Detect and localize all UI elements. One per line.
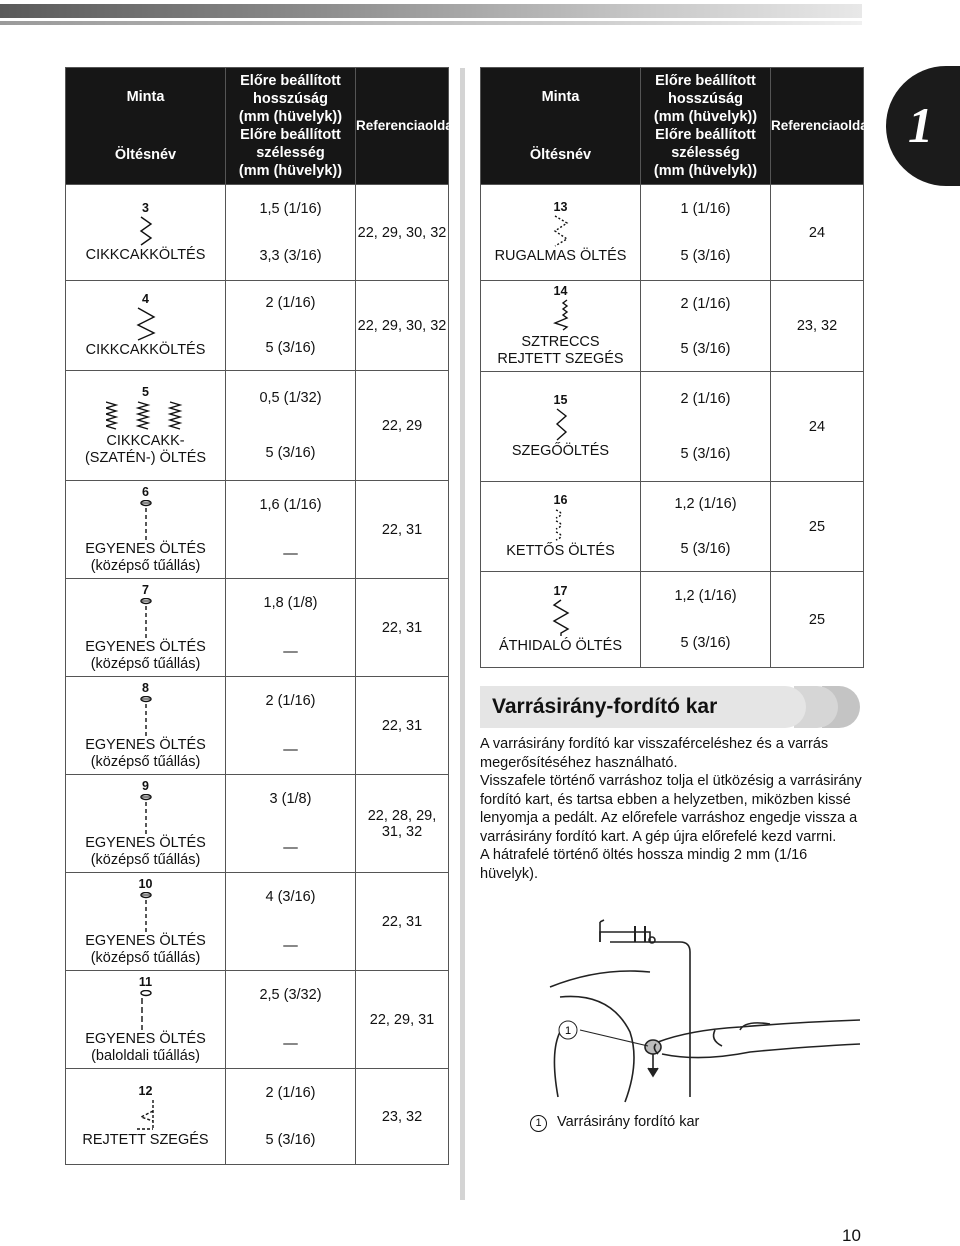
preset-length: 2,5 (3/32) <box>259 987 322 1004</box>
preset-width-cell <box>641 427 771 482</box>
stitch-pattern-cell <box>66 1069 226 1165</box>
stitch-number: 3 <box>142 201 149 215</box>
stitch-pattern-cell <box>66 481 226 579</box>
header-pattern-name <box>66 68 226 185</box>
stitch-row <box>66 873 449 922</box>
stitch-name: REJTETT SZEGÉS <box>82 1132 209 1148</box>
preset-length: 0,5 (1/32) <box>259 390 322 407</box>
stitch-number: 11 <box>138 974 153 989</box>
header-pattern: Minta <box>126 89 165 105</box>
header-stitch-name: Öltésnév <box>529 147 592 163</box>
header-gradient-line <box>0 21 862 25</box>
section-heading <box>480 686 806 728</box>
reference-cell <box>771 185 864 281</box>
reference-cell <box>771 572 864 668</box>
reference-pages: 22, 31 <box>381 521 423 538</box>
stitch-row <box>66 371 449 426</box>
reference-cell <box>356 281 449 371</box>
header-length-3: (mm (hüvelyk)) <box>238 109 343 125</box>
stitch-number: 13 <box>553 200 568 214</box>
preset-width: 5 (3/16) <box>680 340 731 357</box>
header-width-3: (mm (hüvelyk)) <box>238 163 343 179</box>
header-length-2: hosszúság <box>253 91 328 107</box>
header-reference-label: Referenciaoldal <box>356 118 457 133</box>
preset-length: 2 (1/16) <box>265 295 316 312</box>
reference-cell <box>771 482 864 572</box>
stitch-row <box>66 185 449 233</box>
stitch-number: 10 <box>138 876 153 891</box>
bridging-stitch-icon <box>549 599 573 637</box>
table-header-row <box>481 68 864 185</box>
stitch-number: 16 <box>553 493 568 507</box>
reference-cell <box>356 481 449 579</box>
preset-length-cell <box>226 677 356 726</box>
preset-length-cell <box>641 572 771 620</box>
header-length-1: Előre beállított <box>655 73 756 89</box>
reference-pages: 22, 28, 29, 31, 32 <box>367 807 437 840</box>
chapter-number: 1 <box>908 97 933 153</box>
header-reference <box>771 68 872 185</box>
preset-width: — <box>283 545 298 562</box>
stitch-number: 7 <box>142 582 149 597</box>
reference-cell <box>356 873 449 971</box>
reference-cell <box>356 1069 449 1165</box>
stitch-name: EGYENES ÖLTÉS <box>85 1030 206 1047</box>
preset-length: 3 (1/8) <box>269 791 312 808</box>
stitch-name-detail: (SZATÉN-) ÖLTÉS <box>84 449 207 466</box>
preset-width-cell <box>226 530 356 579</box>
header-stitch-name: Öltésnév <box>114 147 177 163</box>
preset-width-cell <box>226 326 356 371</box>
page-number: 10 <box>842 1226 861 1245</box>
reference-cell <box>356 775 449 873</box>
preset-width: 5 (3/16) <box>265 339 316 356</box>
reference-pages: 22, 31 <box>381 619 423 636</box>
right-stitch-table <box>480 67 872 668</box>
stitch-name: KETTŐS ÖLTÉS <box>506 543 615 559</box>
stitch-number: 15 <box>553 393 568 407</box>
stitch-name: CIKKCAKKÖLTÉS <box>85 342 206 358</box>
straight-stitch-icon <box>139 794 153 834</box>
preset-length-cell <box>226 481 356 530</box>
stitch-number: 9 <box>142 778 149 793</box>
stitch-row <box>66 481 449 530</box>
preset-width: 5 (3/16) <box>680 540 731 557</box>
stitch-name: EGYENES ÖLTÉS <box>85 638 206 655</box>
satin-stitch-icon <box>106 400 186 432</box>
stitch-name-detail: (középső tűállás) <box>90 949 201 966</box>
reference-pages: 22, 29, 30, 32 <box>357 224 447 241</box>
stitch-name: EGYENES ÖLTÉS <box>85 834 206 851</box>
preset-width: — <box>283 937 298 954</box>
header-width-2: szélesség <box>256 145 325 161</box>
reference-pages: 23, 32 <box>796 318 838 334</box>
preset-length-cell <box>226 775 356 824</box>
stitch-row <box>66 971 449 1020</box>
left-stitch-table <box>65 67 457 1165</box>
preset-width-cell <box>641 527 771 572</box>
stitch-row <box>66 775 449 824</box>
stitch-pattern-cell <box>481 482 641 572</box>
reference-pages: 22, 31 <box>381 913 423 930</box>
reference-cell <box>356 371 449 481</box>
preset-length-cell <box>226 579 356 628</box>
stretch-blind-hem-icon <box>549 299 573 333</box>
preset-width-cell <box>226 824 356 873</box>
preset-width-cell <box>226 628 356 677</box>
stitch-row <box>66 677 449 726</box>
preset-length: 1,2 (1/16) <box>674 496 737 513</box>
column-divider <box>460 68 465 1200</box>
preset-width-cell <box>226 922 356 971</box>
stitch-number: 14 <box>553 284 568 298</box>
reference-cell <box>356 185 449 281</box>
stitch-row <box>66 281 449 326</box>
callout-legend <box>530 1114 699 1132</box>
stitch-number: 5 <box>142 384 149 399</box>
reference-cell <box>356 677 449 775</box>
preset-length-cell <box>226 873 356 922</box>
preset-width-cell <box>641 326 771 372</box>
header-reference-label: Referenciaoldal <box>771 118 872 133</box>
preset-width: 5 (3/16) <box>265 1132 316 1149</box>
header-width-1: Előre beállított <box>240 127 341 143</box>
stitch-name: RUGALMAS ÖLTÉS <box>494 248 627 264</box>
callout-label: Varrásirány fordító kar <box>557 1114 700 1130</box>
preset-length: 1,8 (1/8) <box>263 595 318 612</box>
description-paragraph-3: A hátrafelé történő öltés hossza mindig 2 mm (1/16 hüvelyk). <box>480 847 808 882</box>
description-paragraph-1: A varrásirány fordító kar visszaférceléshez és a varrás megerősítéséhez használható. <box>480 736 829 771</box>
stitch-pattern-cell <box>481 185 641 281</box>
straight-stitch-icon <box>139 500 153 540</box>
reference-pages: 22, 29 <box>381 417 423 434</box>
preset-width: 5 (3/16) <box>680 445 731 462</box>
header-width-2: szélesség <box>671 145 740 161</box>
stitch-number: 8 <box>142 680 149 695</box>
shell-tuck-icon <box>551 408 571 442</box>
illustration-callout-number: 1 <box>564 1025 572 1037</box>
header-pattern: Minta <box>541 89 580 105</box>
preset-width-cell <box>226 233 356 281</box>
stitch-row <box>481 185 864 233</box>
chapter-tab <box>886 66 960 186</box>
preset-length: 2 (1/16) <box>680 391 731 408</box>
zigzag-icon <box>135 307 157 341</box>
header-length-width <box>226 68 356 185</box>
reference-pages: 22, 31 <box>381 717 423 734</box>
preset-width-cell <box>641 233 771 281</box>
stitch-name: SZEGŐÖLTÉS <box>511 443 610 459</box>
stitch-pattern-cell <box>481 281 641 372</box>
preset-length-cell <box>641 372 771 427</box>
header-width-1: Előre beállított <box>655 127 756 143</box>
reference-pages: 23, 32 <box>381 1108 423 1125</box>
stitch-name: SZTRECCS <box>521 334 600 350</box>
reference-cell <box>356 971 449 1069</box>
preset-width: 3,3 (3/16) <box>259 248 322 265</box>
header-length-width <box>641 68 771 185</box>
preset-length-cell <box>226 371 356 426</box>
preset-width-cell <box>226 426 356 481</box>
stitch-pattern-cell <box>66 971 226 1069</box>
header-length-1: Előre beállított <box>240 73 341 89</box>
stitch-name-detail: REJTETT SZEGÉS <box>497 351 624 367</box>
preset-length: 1,2 (1/16) <box>674 587 737 604</box>
table-header-row <box>66 68 449 185</box>
preset-length: 2 (1/16) <box>680 295 731 312</box>
stitch-name: EGYENES ÖLTÉS <box>85 736 206 753</box>
section-title: Varrásirány-fordító kar <box>492 695 718 718</box>
preset-length-cell <box>226 185 356 233</box>
stitch-pattern-cell <box>66 873 226 971</box>
preset-width: — <box>283 1035 298 1052</box>
preset-length: 1,5 (1/16) <box>259 200 322 217</box>
stitch-name: EGYENES ÖLTÉS <box>85 932 206 949</box>
preset-length: 1 (1/16) <box>680 200 731 217</box>
reference-pages: 24 <box>808 224 826 241</box>
preset-length-cell <box>641 185 771 233</box>
stitch-pattern-cell <box>66 185 226 281</box>
stitch-name-detail: (baloldali tűállás) <box>91 1047 200 1064</box>
description-paragraph-2: Visszafele történő varráshoz tolja el ütközésig a varrásirány fordító kart, és tartsa ebben a helyzetben, miközben kissé lenyomja a pedált. Az előrefele varráshoz engedje vissza a varrásirány fordító kart. A gép újra előrefelé kezd varrni. <box>480 773 862 845</box>
blind-hem-icon <box>133 1099 159 1131</box>
straight-stitch-icon <box>139 598 153 638</box>
preset-width: — <box>283 741 298 758</box>
reference-pages: 25 <box>808 518 826 535</box>
elastic-stitch-icon <box>551 215 571 247</box>
reference-cell <box>356 579 449 677</box>
reference-pages: 24 <box>808 418 826 435</box>
preset-width-cell <box>226 1117 356 1165</box>
preset-length-cell <box>226 1069 356 1117</box>
stitch-number: 17 <box>553 584 568 598</box>
stitch-pattern-cell <box>481 572 641 668</box>
stitch-row <box>481 572 864 620</box>
preset-length-cell <box>641 281 771 327</box>
stitch-row <box>481 281 864 327</box>
stitch-name-detail: (középső tűállás) <box>90 851 201 868</box>
preset-length: 2 (1/16) <box>265 693 316 710</box>
stitch-name-detail: (középső tűállás) <box>90 753 201 770</box>
preset-length: 1,6 (1/16) <box>259 497 322 514</box>
preset-length-cell <box>226 971 356 1020</box>
stitch-pattern-cell <box>66 371 226 481</box>
preset-width: 5 (3/16) <box>680 635 731 652</box>
header-length-2: hosszúság <box>668 91 743 107</box>
preset-width: — <box>283 643 298 660</box>
reference-pages: 25 <box>808 611 826 628</box>
double-stitch-icon <box>551 508 571 542</box>
preset-width-cell <box>641 620 771 668</box>
stitch-name: CIKKCAKKÖLTÉS <box>85 247 206 263</box>
preset-width: 5 (3/16) <box>265 444 316 461</box>
stitch-pattern-cell <box>66 579 226 677</box>
section-description <box>480 735 865 883</box>
stitch-name: CIKKCAKK- <box>106 432 185 449</box>
header-pattern-name <box>481 68 641 185</box>
reference-cell <box>771 281 864 372</box>
stitch-row <box>481 482 864 527</box>
stitch-pattern-cell <box>66 677 226 775</box>
straight-stitch-icon <box>139 892 153 932</box>
zigzag-icon <box>137 216 155 246</box>
header-reference <box>356 68 457 185</box>
stitch-name: ÁTHIDALÓ ÖLTÉS <box>498 638 622 654</box>
header-width-3: (mm (hüvelyk)) <box>653 163 758 179</box>
preset-width-cell <box>226 1020 356 1069</box>
preset-length-cell <box>226 281 356 326</box>
reference-pages: 22, 29, 30, 32 <box>357 317 447 334</box>
stitch-row <box>481 372 864 427</box>
stitch-row <box>66 579 449 628</box>
preset-width: 5 (3/16) <box>680 248 731 265</box>
preset-width-cell <box>226 726 356 775</box>
stitch-name: EGYENES ÖLTÉS <box>85 540 206 557</box>
stitch-pattern-cell <box>66 281 226 371</box>
preset-length: 2 (1/16) <box>265 1084 316 1101</box>
stitch-number: 12 <box>138 1084 153 1098</box>
straight-stitch-left-icon <box>139 990 153 1030</box>
reverse-lever-illustration <box>540 912 870 1112</box>
stitch-pattern-cell <box>66 775 226 873</box>
header-gradient-bar <box>0 4 862 18</box>
stitch-name-detail: (középső tűállás) <box>90 655 201 672</box>
stitch-name-detail: (középső tűállás) <box>90 557 201 574</box>
reference-pages: 22, 29, 31 <box>369 1011 435 1028</box>
preset-length-cell <box>641 482 771 527</box>
stitch-row <box>66 1069 449 1117</box>
header-length-3: (mm (hüvelyk)) <box>653 109 758 125</box>
stitch-pattern-cell <box>481 372 641 482</box>
stitch-number: 4 <box>142 292 149 306</box>
callout-marker: 1 <box>530 1115 547 1132</box>
preset-length: 4 (3/16) <box>265 889 316 906</box>
preset-width: — <box>283 839 298 856</box>
reference-cell <box>771 372 864 482</box>
stitch-number: 6 <box>142 484 149 499</box>
straight-stitch-icon <box>139 696 153 736</box>
